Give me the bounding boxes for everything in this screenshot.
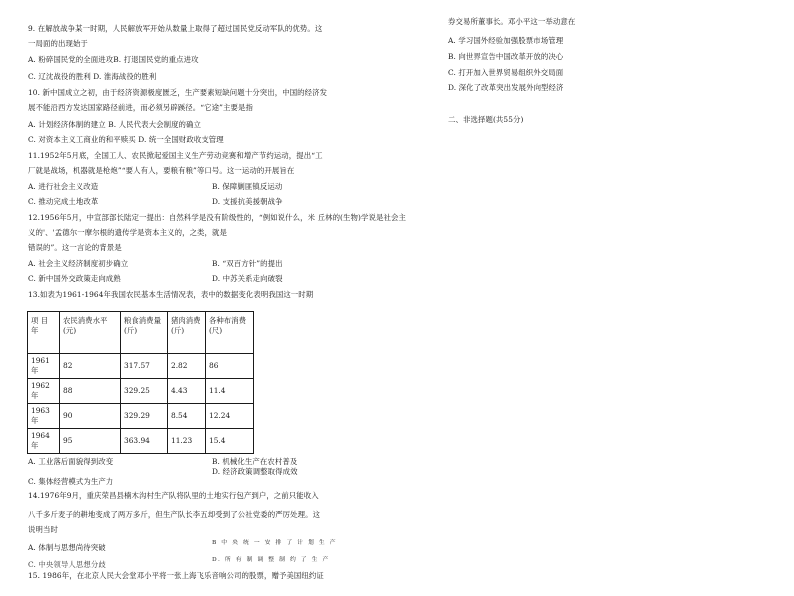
q15-option-c: C. 打开加入世界贸易组织外交局面 [448, 68, 564, 77]
q10-option-ab: A. 计划经济体制的建立 B. 人民代表大会制度的确立 [28, 120, 202, 129]
q9-option-ab: A. 粉碎国民党的全面进攻B. 打退国民党的重点进攻 [28, 55, 199, 64]
q13-stem: 13.如表为1961-1964年我国农民基本生活情况表，表中的数据变化表明我国这一时期 [28, 290, 314, 299]
q9-stem-cont: 一局面的出现始于 [28, 39, 88, 48]
table-cell: 329.29 [121, 404, 168, 429]
q12-stem-cont: 义的'、'孟德尔一摩尔根的遗传学是资本主义的，之类，就是 [28, 228, 228, 237]
table-cell: 317.57 [121, 354, 168, 379]
table-cell: 1962年 [28, 379, 60, 404]
table-cell: 4.43 [168, 379, 206, 404]
table-header-cell: 猪肉消费(斤) [168, 312, 206, 354]
q14-option-a: A. 体制与思想尚待突破 [28, 543, 106, 552]
q11-option-b: B. 保障剿匪镇反运动 [212, 182, 283, 191]
table-row [28, 404, 254, 429]
q15-option-b: B. 向世界宣告中国改革开放的决心 [448, 52, 564, 61]
table-header-cell: 粮食消费量(斤) [121, 312, 168, 354]
q13-option-b: B. 机械化生产在农村普及 [212, 457, 298, 466]
table-cell: 88 [60, 379, 121, 404]
table-cell: 95 [60, 429, 121, 454]
q11-option-a: A. 进行社会主义改造 [28, 182, 99, 191]
table-cell: 1963年 [28, 404, 60, 429]
table-header-cell: 项 目 年 [28, 312, 60, 354]
q15-stem-cont: 券交易所董事长。邓小平这一举动意在 [448, 17, 576, 26]
table-cell: 11.4 [206, 379, 254, 404]
q11-stem: 11.1952年5月底，全国工人、农民掀起爱国主义生产劳动竞赛和增产节约运动，提出“工 [28, 151, 323, 160]
q12-option-d: D. 中苏关系走向破裂 [212, 274, 283, 283]
table-cell: 82 [60, 354, 121, 379]
section-heading: 二、非选择题(共55分) [448, 115, 524, 124]
table-cell: 1961年 [28, 354, 60, 379]
q11-option-c: C. 推动完成土地改革 [28, 197, 99, 206]
q9-option-cd: C. 辽沈战役的胜利 D. 淮海战役的胜利 [28, 72, 157, 81]
table-cell: 1964年 [28, 429, 60, 454]
q13-option-a: A. 工业落后面貌得到改变 [28, 457, 114, 466]
q12-stem-cont2: 错误的”。这一言论的背景是 [28, 243, 122, 252]
table-cell: 15.4 [206, 429, 254, 454]
q15-option-a: A. 学习国外经验加强股票市场管理 [448, 36, 564, 45]
table-row [28, 429, 254, 454]
q12-option-b: B. “双百方针”的提出 [212, 259, 283, 268]
q13-option-d: D. 经济政策调整取得成效 [212, 467, 298, 476]
table-row [28, 379, 254, 404]
table-header-row [28, 312, 254, 354]
table-cell: 8.54 [168, 404, 206, 429]
q14-stem-cont2: 说明当时 [28, 525, 58, 534]
table-header-cell: 农民消费水平(元) [60, 312, 121, 354]
q15-option-d: D. 深化了改革突出发展外向型经济 [448, 83, 564, 92]
table-cell: 90 [60, 404, 121, 429]
table-cell: 86 [206, 354, 254, 379]
q14-option-d: D. 所 有 制 调 整 制 约 了 生 产 [212, 557, 330, 563]
table-row [28, 354, 254, 379]
q12-option-a: A. 社会主义经济制度初步确立 [28, 259, 129, 268]
q10-stem-cont: 展不能沿西方发达国家路径前进，而必须另辟蹊径。“它途”主要是指 [28, 103, 253, 112]
table-cell: 329.25 [121, 379, 168, 404]
q11-stem-cont: 厂就是战场，机器就是枪炮”“要人有人，要粮有粮”等口号。这一运动的开展旨在 [28, 166, 295, 175]
q10-option-cd: C. 对资本主义工商业的和平赎买 D. 统一全国财政收支管理 [28, 135, 224, 144]
q10-stem: 10. 新中国成立之初，由于经济资源极度匮乏，生产要素短缺问题十分突出，中国的经济发 [28, 88, 328, 97]
table-cell: 12.24 [206, 404, 254, 429]
table-cell: 363.94 [121, 429, 168, 454]
table-cell: 11.23 [168, 429, 206, 454]
q14-stem: 14.1976年9月，重庆荣昌县楠木沟村生产队将队里的土地实行包产到户，之前只能收入 [28, 491, 319, 500]
q14-option-b: B 中 央 统 一 安 排 了 计 划 生 产 [212, 540, 338, 546]
q9-stem: 9. 在解放战争某一时期，人民解放军开始从数量上取得了超过国民党反动军队的优势。这 [28, 24, 323, 33]
q12-option-c: C. 新中国外交政策走向成熟 [28, 274, 121, 283]
consumption-table [27, 311, 254, 454]
q13-option-c: C. 集体经营模式为生产力 [28, 477, 114, 486]
q14-option-c: C. 中央领导人思想分歧 [28, 560, 106, 569]
q12-stem: 12.1956年5月，中宣部部长陆定一提出：自然科学是没有阶级性的，“例如说什么，米 丘林的(生物)学说是社会主 [28, 213, 406, 222]
q11-option-d: D. 支援抗美援朝战争 [212, 197, 283, 206]
q14-stem-cont: 八千多斤麦子的耕地变成了两万多斤，但生产队长李五却受到了公社党委的严厉处理。这 [28, 510, 321, 519]
table-header-cell: 各种布消费(尺) [206, 312, 254, 354]
table-cell: 2.82 [168, 354, 206, 379]
q15-stem: 15. 1986年，在北京人民大会堂邓小平将一张上海飞乐音响公司的股票，赠予美国纽约证 [28, 571, 324, 580]
